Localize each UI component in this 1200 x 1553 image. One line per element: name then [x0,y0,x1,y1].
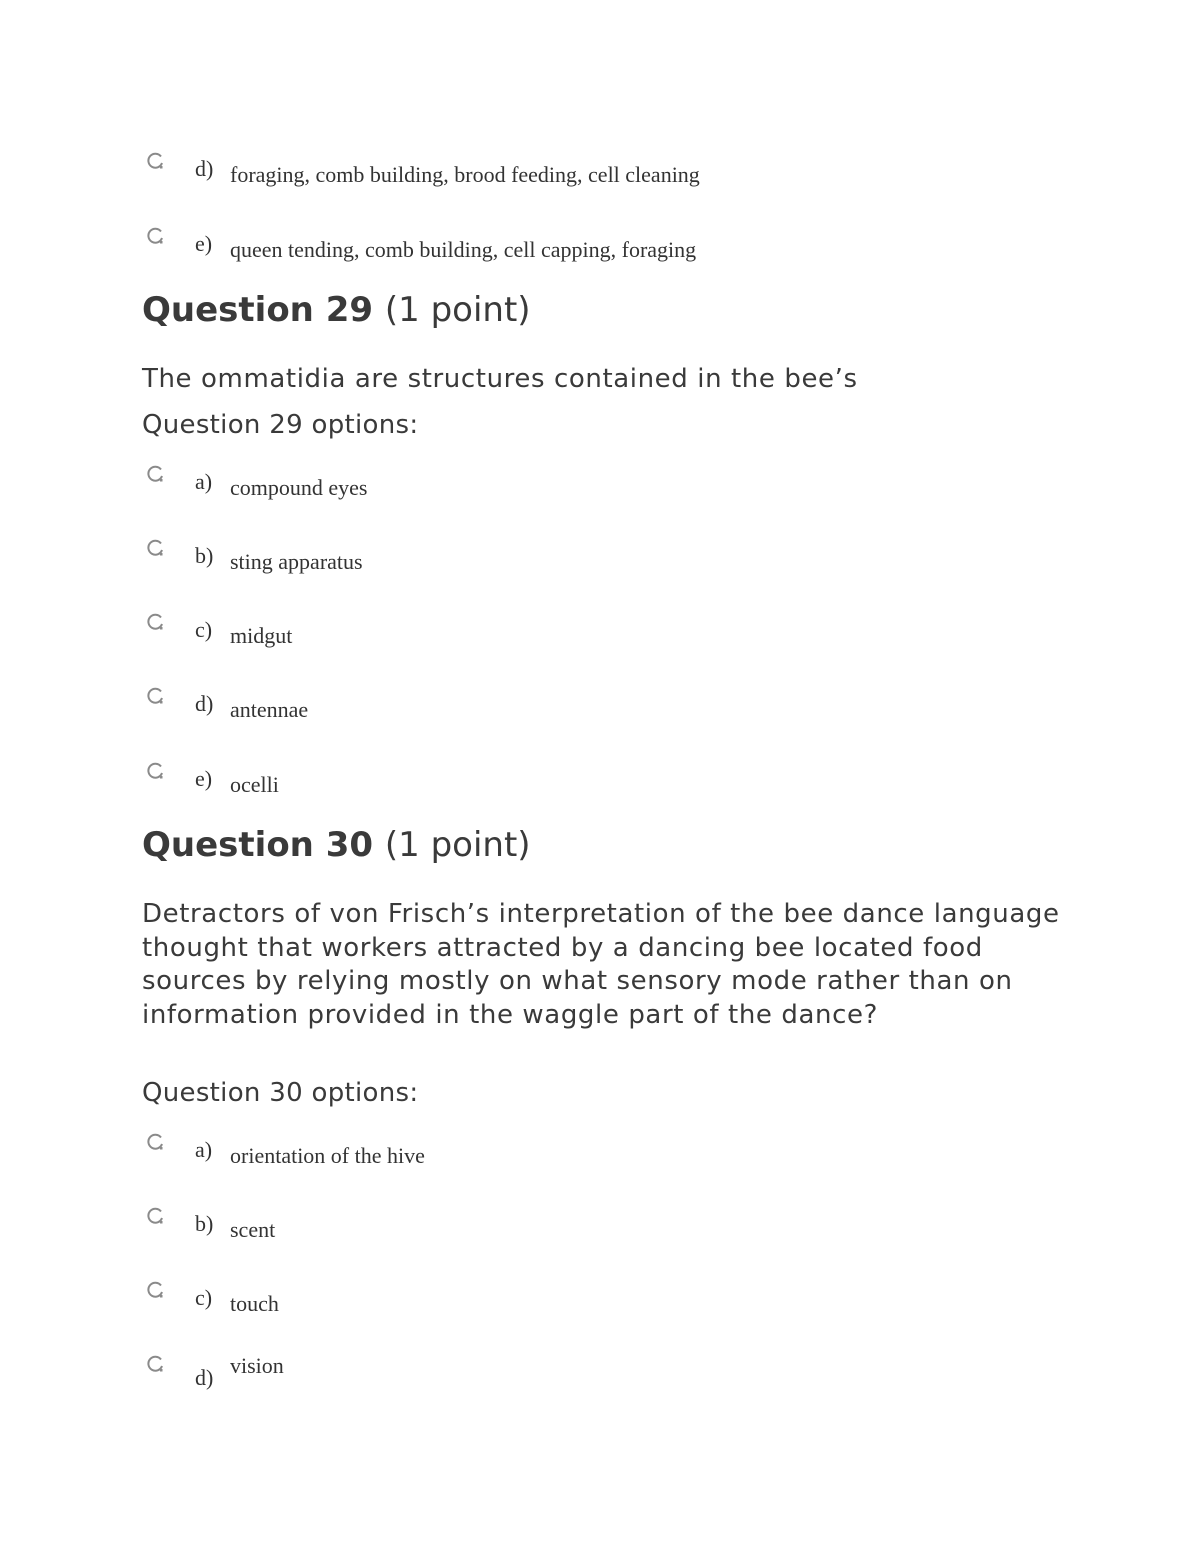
option-text: vision [230,1353,284,1378]
option-text: sting apparatus [230,549,363,574]
option-text: ocelli [230,772,279,797]
question-29-options-label: Question 29 options: [142,410,419,440]
radio-button-icon[interactable] [147,687,165,705]
option-text: midgut [230,623,293,648]
option-letter: e) [195,766,213,791]
radio-button-icon[interactable] [147,465,165,483]
radio-button-icon[interactable] [147,539,165,557]
q30-option-a[interactable] [0,1133,1200,1173]
q30-option-d[interactable] [0,1355,1200,1395]
radio-button-icon[interactable] [147,1207,165,1225]
option-letter: d) [195,1365,214,1390]
option-text: touch [230,1291,279,1316]
question-title: Question 29 [142,290,374,330]
option-text: scent [230,1217,276,1242]
option-letter: d) [195,691,214,716]
question-points: (1 point) [384,290,531,330]
option-text: compound eyes [230,475,368,500]
q30-option-c[interactable] [0,1281,1200,1321]
question-title: Question 30 [142,825,374,865]
option-letter: d) [195,156,214,181]
question-30-heading [142,825,531,865]
question-30-prompt: Detractors of von Frisch’s interpretation of the bee dance language thought that workers attracted by a dancing bee located food sources by relying mostly on what sensory mode rather than on information provided in the waggle part of the dance? [142,899,1060,1030]
radio-button-icon[interactable] [147,1355,165,1373]
q30-option-b[interactable] [0,1207,1200,1247]
option-letter: b) [195,543,214,568]
option-letter: a) [195,1137,213,1162]
option-text: queen tending, comb building, cell capping, foraging [230,237,697,262]
q29-option-d[interactable] [0,687,1200,727]
q28-option-e[interactable] [0,227,1200,267]
question-30-options-label: Question 30 options: [142,1078,419,1108]
q29-option-e[interactable] [0,762,1200,802]
option-letter: c) [195,1285,213,1310]
option-letter: e) [195,231,213,256]
radio-button-icon[interactable] [147,1133,165,1151]
option-letter: b) [195,1211,214,1236]
option-letter: a) [195,469,213,494]
option-letter: c) [195,617,213,642]
q28-option-d[interactable] [0,152,1200,192]
q29-option-a[interactable] [0,465,1200,505]
option-text: antennae [230,697,309,722]
radio-button-icon[interactable] [147,227,165,245]
radio-button-icon[interactable] [147,613,165,631]
q29-option-c[interactable] [0,613,1200,653]
question-29-prompt: The ommatidia are structures contained in the bee’s [142,364,858,394]
question-points: (1 point) [384,825,531,865]
option-text: foraging, comb building, brood feeding, cell cleaning [230,162,700,187]
q29-option-b[interactable] [0,539,1200,579]
radio-button-icon[interactable] [147,152,165,170]
question-29-heading [142,290,531,330]
option-text: orientation of the hive [230,1143,425,1168]
radio-button-icon[interactable] [147,762,165,780]
radio-button-icon[interactable] [147,1281,165,1299]
